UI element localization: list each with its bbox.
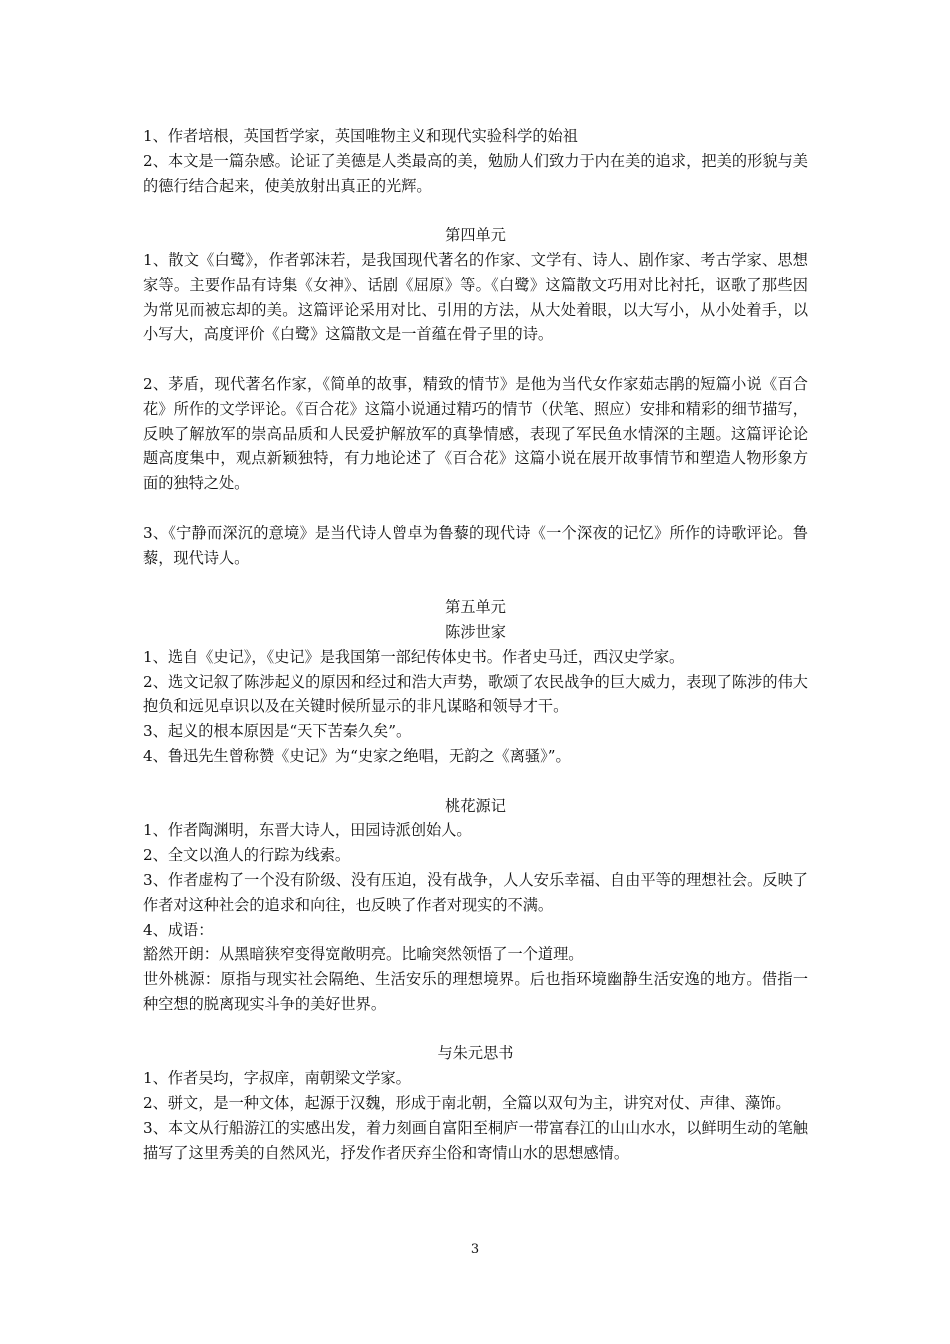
taohua-title: 桃花源记 — [445, 796, 506, 815]
zhuyuansi-title: 与朱元思书 — [437, 1044, 514, 1063]
spacer — [143, 198, 808, 223]
unit4-paragraph-2: 2、茅盾，现代著名作家，《简单的故事，精致的情节》是他为当代女作家茹志鹃的短篇小说《百合花》所作的文学评论。《百合花》这篇小说通过精巧的情节（伏笔、照应）安排和精彩的细节描写，反映了解放军的崇高品质和人民爱护解放军的真挚情感，表现了军民鱼水情深的主题。这篇评论论题高度集中，观点新颖独特，有力地论述了《百合花》这篇小说在展开故事情节和塑造人物形象方面的独特之处。 — [143, 374, 808, 493]
list-item: 1、作者培根，英国哲学家，英国唯物主义和现代实验科学的始祖 — [143, 127, 578, 145]
section-peigen — [143, 124, 808, 198]
list-item: 1、作者陶渊明，东晋大诗人，田园诗派创始人。 — [143, 821, 472, 840]
spacer — [143, 496, 808, 521]
unit4-title: 第四单元 — [445, 226, 506, 245]
list-item: 2、本文是一篇杂感。论证了美德是人类最高的美，勉励人们致力于内在美的追求，把美的形貌与美的德行结合起来，使美放射出真正的光辉。 — [143, 151, 808, 195]
subsection-taohua — [143, 794, 808, 1017]
list-item: 3、作者虚构了一个没有阶级、没有压迫，没有战争，人人安乐幸福、自由平等的理想社会。反映了作者对这种社会的追求和向往，也反映了作者对现实的不满。 — [143, 870, 808, 914]
spacer — [143, 769, 808, 794]
list-item: 3、起义的根本原因是“天下苦秦久矣”。 — [143, 722, 412, 741]
unit4-paragraph-1: 1、散文《白鹭》，作者郭沫若，是我国现代著名的作家、文学有、诗人、剧作家、考古学家、思想家等。主要作品有诗集《女神》、话剧《屈原》等。《白鹭》这篇散文巧用对比衬托，讴歌了那些因为常见而被忘却的美。这篇评论采用对比、引用的方法，从大处着眼，以大写小，从小处着手，以小写大，高度评价《白鹭》这篇散文是一首蕴在骨子里的诗。 — [143, 250, 808, 344]
list-item: 1、选自《史记》，《史记》是我国第一部纪传体史书。作者史马迁，西汉史学家。 — [143, 647, 685, 666]
section-unit4 — [143, 223, 808, 570]
document-body — [143, 124, 808, 1165]
unit4-paragraph-3: 3、《宁静而深沉的意境》是当代诗人曾卓为鲁藜的现代诗《一个深夜的记忆》所作的诗歌评论。鲁藜，现代诗人。 — [143, 523, 808, 567]
chenshe-title: 陈涉世家 — [445, 622, 506, 641]
list-item: 4、成语： — [143, 920, 214, 939]
list-item: 4、鲁迅先生曾称赞《史记》为“史家之绝唱，无韵之《离骚》”。 — [143, 746, 571, 765]
list-item: 世外桃源：原指与现实社会隔绝、生活安乐的理想境界。后也指环境幽静生活安逸的地方。借指一种空想的脱离现实斗争的美好世界。 — [143, 970, 808, 1013]
list-item: 2、选文记叙了陈涉起义的原因和经过和浩大声势，歌颂了农民战争的巨大威力，表现了陈涉的伟大抱负和远见卓识以及在关键时候所显示的非凡谋略和领导才干。 — [143, 672, 808, 716]
section-unit5 — [143, 595, 808, 1165]
page-number: 3 — [470, 1242, 480, 1257]
list-item: 2、全文以渔人的行踪为线索。 — [143, 846, 351, 865]
list-item: 2、骈文，是一种文体，起源于汉魏，形成于南北朝，全篇以双句为主，讲究对仗、声律、藻饰。 — [143, 1094, 791, 1113]
list-item: 1、作者吴均，字叔庠，南朝梁文学家。 — [143, 1069, 411, 1088]
list-item: 3、本文从行船游江的实感出发，着力刻画自富阳至桐庐一带富春江的山山水水，以鲜明生动的笔触描写了这里秀美的自然风光，抒发作者厌弃尘俗和寄情山水的思想感情。 — [143, 1118, 808, 1162]
spacer — [143, 347, 808, 372]
subsection-chenshe — [143, 620, 808, 769]
list-item: 豁然开朗：从黑暗狭窄变得宽敞明亮。比喻突然领悟了一个道理。 — [143, 945, 584, 964]
spacer — [143, 1017, 808, 1042]
unit5-title: 第五单元 — [445, 598, 506, 617]
spacer — [143, 570, 808, 595]
subsection-zhuyuansi — [143, 1041, 808, 1165]
